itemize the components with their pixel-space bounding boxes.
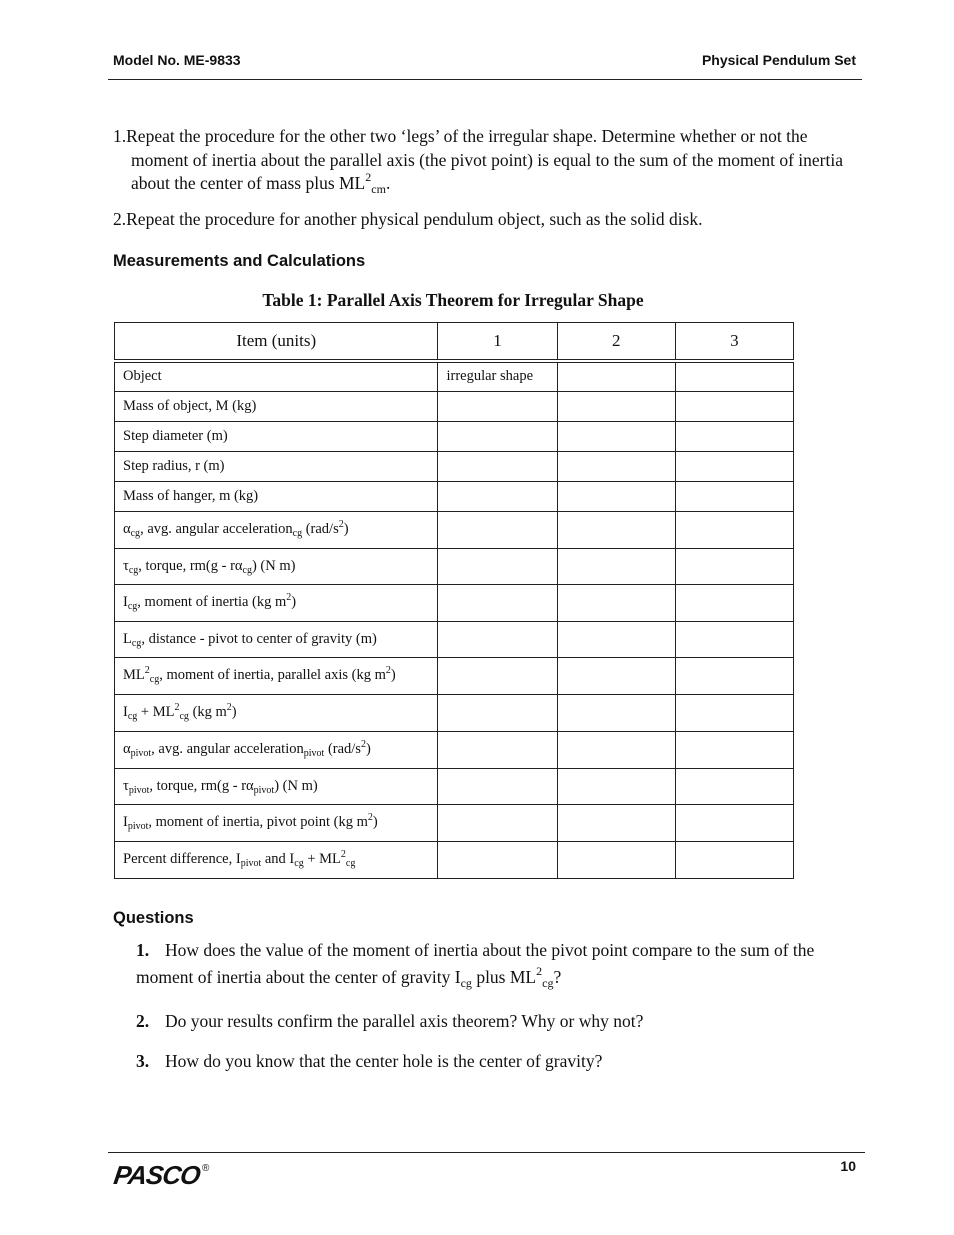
cell-entry[interactable] — [675, 584, 793, 621]
label-text: I — [123, 814, 128, 830]
label-text: (kg m — [188, 704, 227, 720]
subscript: pivot — [303, 748, 325, 759]
cell-entry[interactable] — [438, 731, 557, 768]
row-label — [115, 841, 438, 878]
question-text: plus ML — [471, 967, 537, 987]
label-text: ) — [343, 521, 349, 537]
subscript: cg — [542, 976, 554, 990]
label-text: , moment of inertia (kg m — [137, 594, 287, 610]
question-text: ? — [553, 967, 562, 987]
table-row-alpha-cg — [115, 511, 794, 548]
question-text: Do your results confirm the parallel axis theorem? Why or why not? — [165, 1011, 644, 1031]
step-1-text: Repeat the procedure for the other two ‘legs’ of the irregular shape. Determine whether or not the moment of inertia about the parallel axis (the pivot point) is equal to the sum of the moment of inertia about the center of mass plus ML — [126, 126, 843, 193]
subscript: pivot — [127, 821, 149, 832]
cell-entry[interactable] — [675, 421, 793, 451]
table-row-percent-difference — [115, 841, 794, 878]
subscript: cg — [127, 711, 138, 722]
label-text: , moment of inertia, parallel axis (kg m — [159, 667, 386, 683]
label-text: + ML — [137, 704, 175, 720]
label-text: Percent difference, I — [123, 851, 241, 867]
table-row-hanger-mass — [115, 481, 794, 511]
superscript: 2 — [226, 702, 232, 713]
subscript: cg — [294, 858, 304, 869]
cell-entry[interactable] — [675, 768, 793, 804]
row-label: Mass of hanger, m (kg) — [115, 481, 438, 511]
row-label — [115, 694, 438, 731]
table-row-alpha-pivot — [115, 731, 794, 768]
superscript: 2 — [385, 665, 391, 676]
cell-entry[interactable] — [438, 841, 557, 878]
label-text: ) — [365, 741, 371, 757]
data-table — [114, 322, 794, 879]
cell-entry[interactable] — [557, 694, 675, 731]
cell-entry[interactable] — [557, 841, 675, 878]
subscript: cg — [345, 858, 356, 869]
cell-entry[interactable] — [675, 391, 793, 421]
cell-entry[interactable] — [438, 657, 557, 694]
cell-entry[interactable] — [438, 694, 557, 731]
row-label — [115, 731, 438, 768]
label-text: I — [123, 594, 128, 610]
label-text: and I — [261, 851, 295, 867]
cell-entry[interactable] — [557, 511, 675, 548]
subscript: cg — [242, 564, 252, 576]
cell-entry[interactable] — [438, 511, 557, 548]
subscript: cg — [460, 976, 472, 990]
table-row-step-radius — [115, 451, 794, 481]
cell-entry[interactable] — [675, 804, 793, 841]
tau-symbol: τ — [123, 557, 129, 574]
subscript: cg — [127, 601, 138, 612]
row-label — [115, 804, 438, 841]
cell-entry[interactable] — [557, 421, 675, 451]
subscript: pivot — [128, 784, 150, 796]
superscript: 2 — [365, 170, 372, 184]
cell-object-1: irregular shape — [438, 361, 557, 391]
row-label — [115, 621, 438, 657]
subscript: pivot — [253, 784, 275, 796]
cell-entry[interactable] — [557, 584, 675, 621]
footer-divider — [108, 1152, 865, 1153]
label-text: ) — [231, 704, 237, 720]
label-text: , avg. angular acceleration — [151, 741, 304, 757]
cell-entry[interactable] — [675, 731, 793, 768]
cell-entry[interactable] — [557, 391, 675, 421]
cell-entry[interactable] — [438, 804, 557, 841]
label-text: ML — [123, 667, 145, 683]
question-number: 2. — [136, 1011, 150, 1031]
subscript: cg — [292, 528, 303, 539]
label-text: I — [123, 704, 128, 720]
header-item-units: Item (units) — [115, 323, 438, 362]
pasco-logo: PASCO — [111, 1160, 202, 1190]
superscript: 2 — [340, 849, 346, 860]
cell-entry[interactable] — [557, 621, 675, 657]
subscript: cg — [130, 528, 141, 539]
cell-entry[interactable] — [675, 481, 793, 511]
superscript: 2 — [338, 519, 344, 530]
procedure-step-2: 2.Repeat the procedure for another physical pendulum object, such as the solid disk. — [113, 209, 703, 229]
question-text: How does the value of the moment of inertia about the pivot point compare to the sum of the moment of inertia about the center of gravity I — [136, 940, 815, 987]
label-text: ) (N m) — [274, 777, 318, 794]
row-label — [115, 511, 438, 548]
superscript: 2 — [367, 812, 373, 823]
label-text: + ML — [303, 851, 341, 867]
label-text: (rad/s — [302, 521, 339, 537]
cell-entry[interactable] — [557, 481, 675, 511]
label-text: , avg. angular acceleration — [140, 521, 293, 537]
table-row-object — [115, 361, 794, 391]
cell-entry[interactable] — [675, 451, 793, 481]
label-text: , distance - pivot to center of gravity (m) — [141, 630, 377, 647]
subscript: cg — [149, 674, 160, 685]
cell-entry[interactable] — [438, 481, 557, 511]
registered-mark: ® — [202, 1163, 210, 1174]
header-document-title: Physical Pendulum Set — [701, 52, 856, 68]
table-row-step-diameter — [115, 421, 794, 451]
label-text: ) — [291, 594, 297, 610]
subscript: pivot — [240, 858, 262, 869]
subscript: cg — [128, 564, 139, 576]
alpha-symbol: α — [123, 521, 131, 537]
tau-symbol: τ — [123, 777, 129, 794]
page-number: 10 — [840, 1158, 856, 1174]
cell-entry[interactable] — [438, 548, 557, 584]
superscript: 2 — [286, 592, 292, 603]
label-text: , torque, rm(g - rα — [138, 557, 243, 574]
table-row-mass — [115, 391, 794, 421]
superscript: 2 — [536, 964, 543, 978]
measurements-heading: Measurements and Calculations — [113, 252, 366, 270]
period: . — [385, 173, 391, 193]
label-text: ) — [372, 814, 378, 830]
table-row-ml2-cg — [115, 657, 794, 694]
label-text: (rad/s — [324, 741, 361, 757]
procedure-step-1 — [113, 125, 858, 196]
question-text: How do you know that the center hole is the center of gravity? — [165, 1051, 603, 1071]
questions-heading: Questions — [113, 909, 194, 927]
label-text: , torque, rm(g - rα — [149, 777, 254, 794]
cell-entry[interactable] — [438, 451, 557, 481]
cell-entry[interactable] — [438, 421, 557, 451]
header-model-number: Model No. ME-9833 — [113, 52, 241, 68]
cell-entry[interactable] — [675, 841, 793, 878]
row-label: Step diameter (m) — [115, 421, 438, 451]
cell-object-3[interactable] — [675, 361, 793, 391]
cell-entry[interactable] — [675, 621, 793, 657]
row-label — [115, 768, 438, 804]
header-divider — [108, 79, 862, 80]
label-text: ) (N m) — [251, 557, 296, 574]
question-number: 3. — [136, 1051, 150, 1071]
row-label — [115, 584, 438, 621]
cell-entry[interactable] — [675, 548, 793, 584]
cell-entry[interactable] — [557, 451, 675, 481]
superscript: 2 — [360, 739, 366, 750]
question-number: 1. — [136, 940, 150, 960]
table-row-l-cg — [115, 621, 794, 657]
table-row-i-cg — [115, 584, 794, 621]
table-row-i-pivot — [115, 804, 794, 841]
alpha-symbol: α — [123, 741, 131, 757]
cell-entry[interactable] — [438, 621, 557, 657]
cell-entry[interactable] — [438, 584, 557, 621]
header-trial-1: 1 — [438, 323, 557, 362]
row-label: Step radius, r (m) — [115, 451, 438, 481]
cell-entry[interactable] — [557, 768, 675, 804]
subscript: cg — [131, 637, 142, 649]
step-1-number: 1. — [113, 126, 127, 146]
cell-entry[interactable] — [675, 657, 793, 694]
cell-entry[interactable] — [557, 731, 675, 768]
row-label: Object — [115, 361, 438, 391]
subscript: cm — [371, 182, 386, 196]
cell-entry[interactable] — [675, 694, 793, 731]
cell-entry[interactable] — [675, 511, 793, 548]
superscript: 2 — [174, 702, 180, 713]
cell-entry[interactable] — [438, 768, 557, 804]
table-caption: Table 1: Parallel Axis Theorem for Irregular Shape — [262, 290, 644, 310]
subscript: pivot — [130, 748, 152, 759]
question-3 — [136, 1048, 856, 1075]
header-trial-2: 2 — [557, 323, 675, 362]
row-label: Mass of object, M (kg) — [115, 391, 438, 421]
cell-entry[interactable] — [557, 804, 675, 841]
header-trial-3: 3 — [675, 323, 793, 362]
label-text: L — [123, 630, 132, 647]
table-row-sum — [115, 694, 794, 731]
question-2 — [136, 1008, 856, 1035]
cell-entry[interactable] — [557, 548, 675, 584]
label-text: , moment of inertia, pivot point (kg m — [148, 814, 368, 830]
cell-object-2[interactable] — [557, 361, 675, 391]
row-label — [115, 657, 438, 694]
cell-entry[interactable] — [438, 391, 557, 421]
cell-entry[interactable] — [557, 657, 675, 694]
superscript: 2 — [144, 665, 150, 676]
table-row-tau-cg — [115, 548, 794, 584]
subscript: cg — [179, 711, 189, 722]
table-row-tau-pivot — [115, 768, 794, 804]
label-text: ) — [390, 667, 396, 683]
table-header-row — [115, 323, 794, 362]
row-label — [115, 548, 438, 584]
question-1 — [136, 937, 856, 991]
